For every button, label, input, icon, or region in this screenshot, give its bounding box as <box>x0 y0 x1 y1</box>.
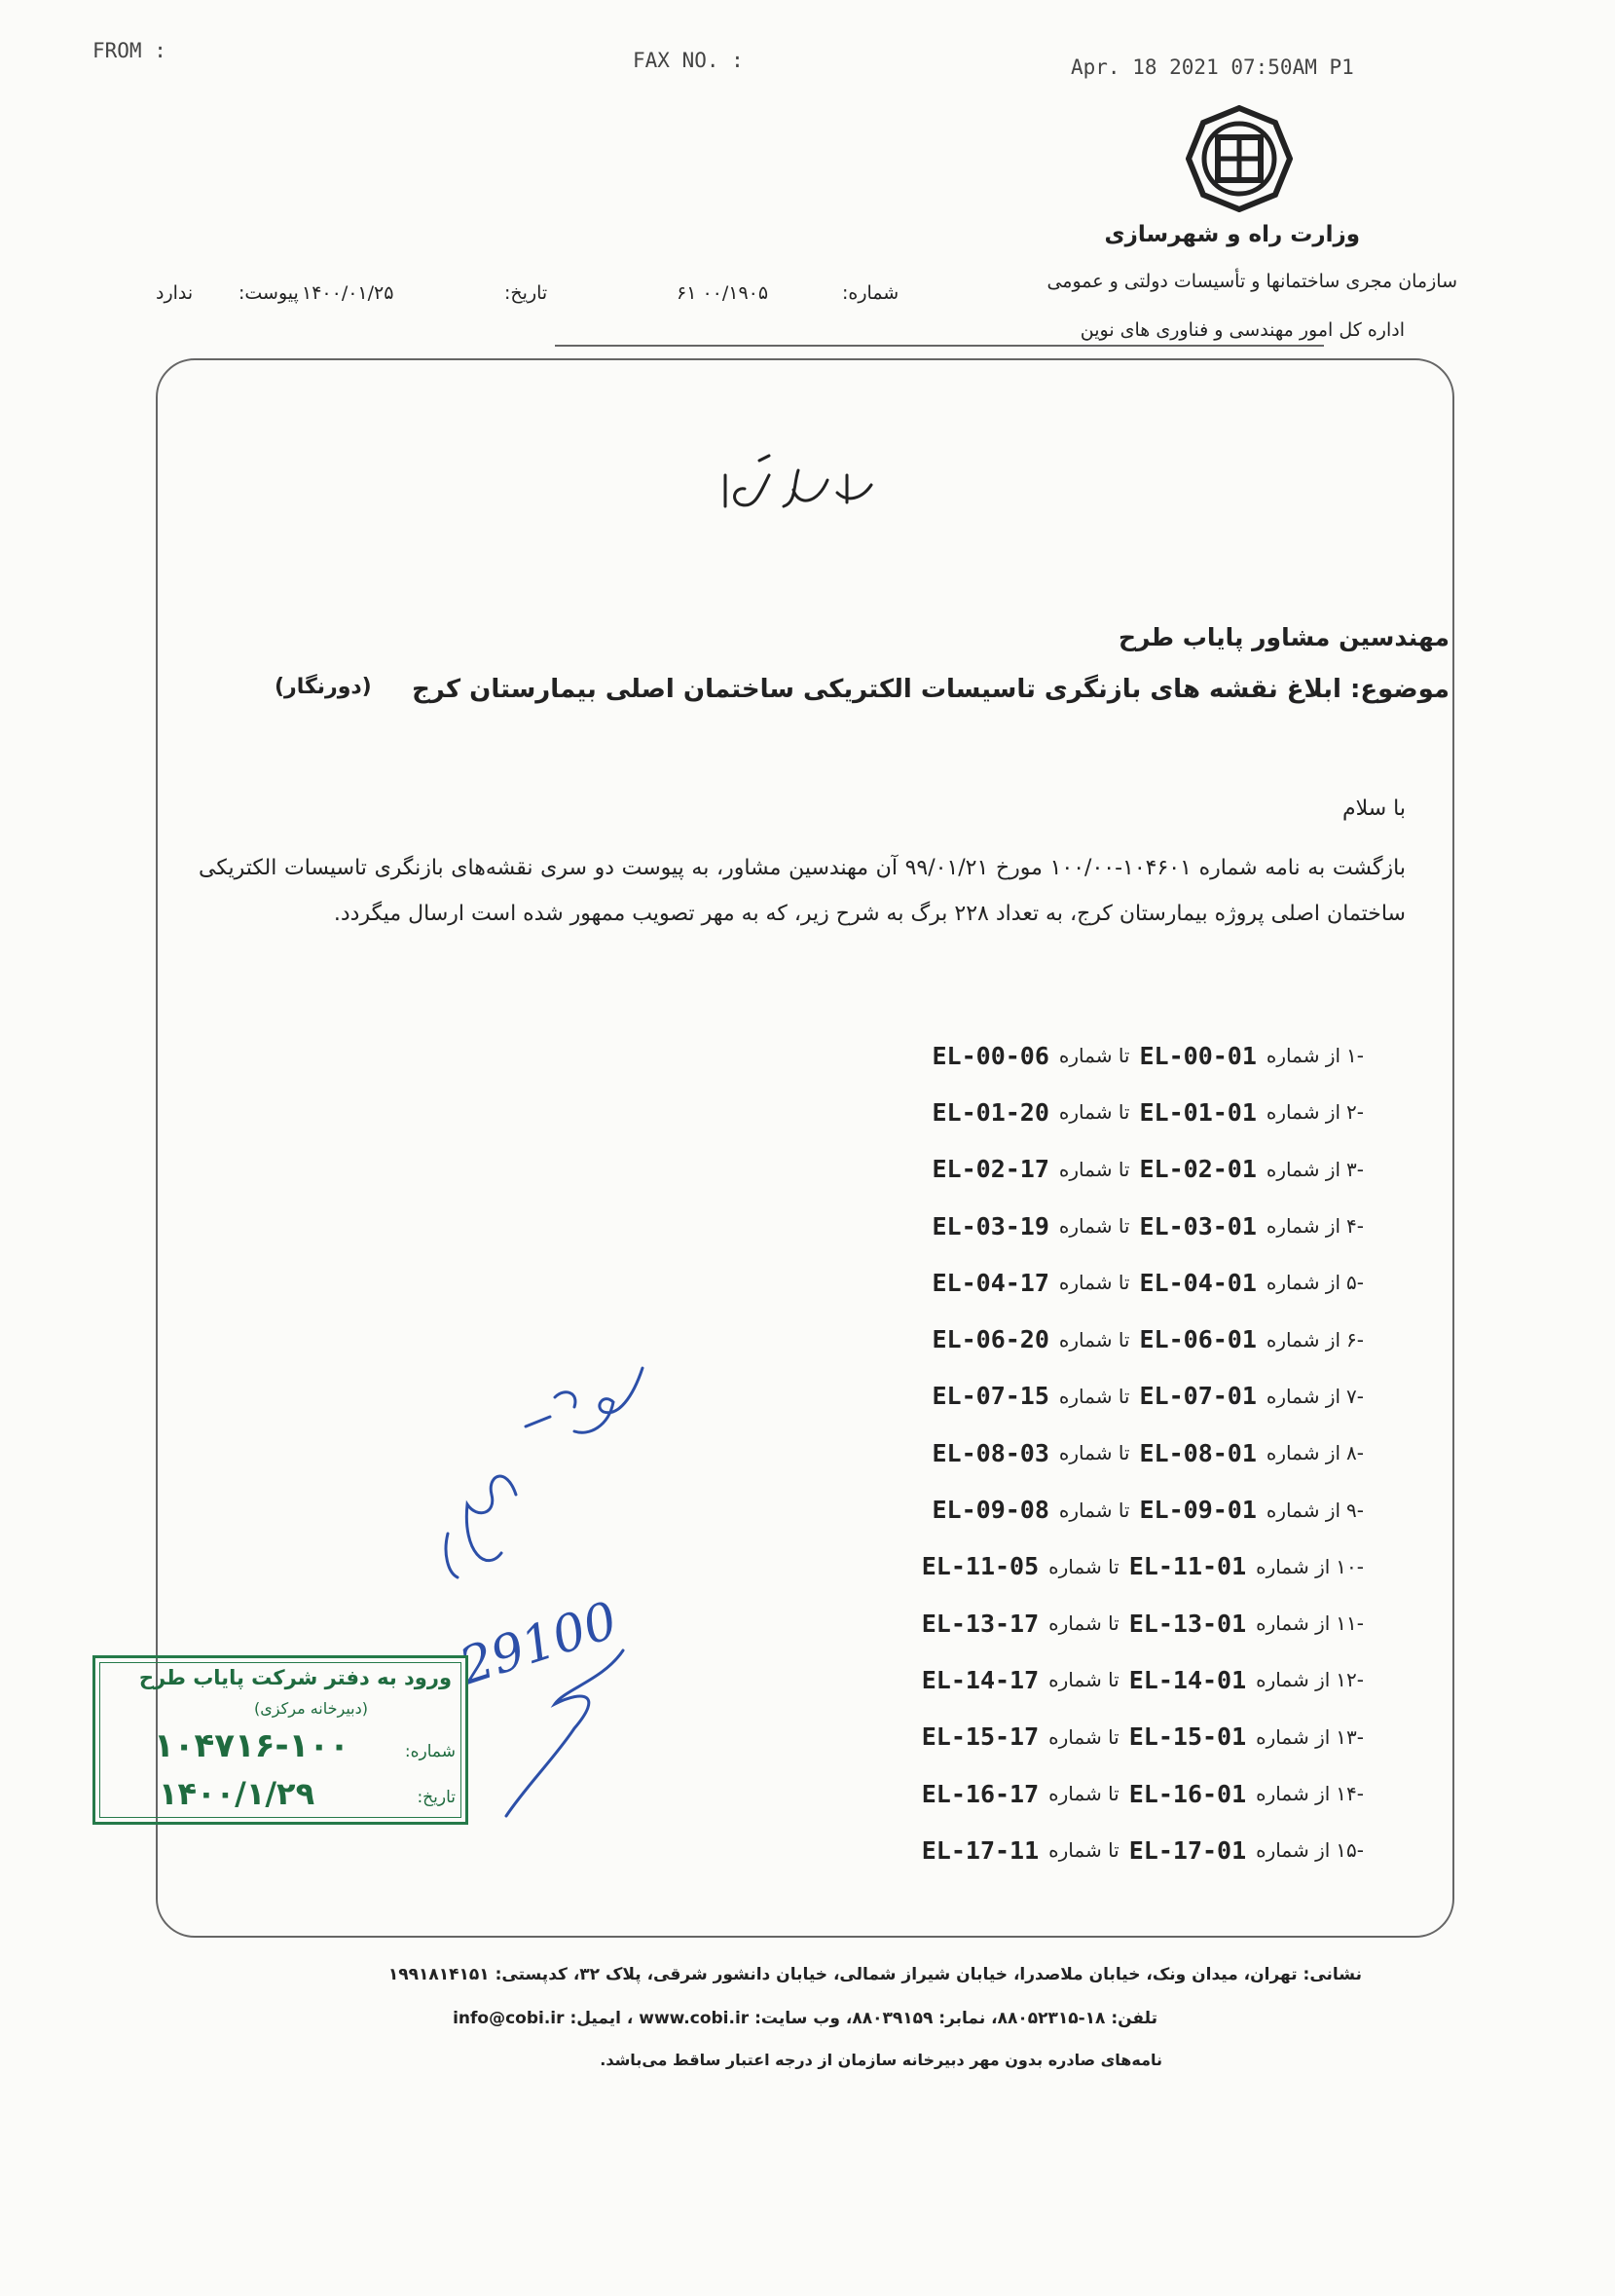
item-from-code: EL-16-01 <box>1128 1779 1247 1808</box>
item-to-label: تا شماره <box>1058 1384 1130 1408</box>
item-from-code: EL-14-01 <box>1128 1665 1247 1694</box>
item-from-code: EL-03-01 <box>1139 1211 1257 1241</box>
item-to-label: تا شماره <box>1048 1838 1119 1863</box>
header-divider <box>555 345 1324 347</box>
stamp-number: ۱۰۴۷۱۶-۱۰۰ <box>154 1726 349 1765</box>
item-to-label: تا شماره <box>1058 1327 1130 1352</box>
attachment-label: پیوست: <box>239 282 299 304</box>
item-from-code: EL-15-01 <box>1128 1722 1247 1752</box>
item-number: ۸- <box>1346 1441 1364 1465</box>
item-to-code: EL-02-17 <box>932 1155 1049 1184</box>
ministry-name: وزارت راه و شهرسازی <box>1104 222 1360 247</box>
item-number: ۷- <box>1346 1384 1364 1408</box>
fax-number-label: FAX NO. : <box>633 49 744 72</box>
item-to-label: تا شماره <box>1058 1214 1130 1239</box>
footer-contact: تلفن: ۱۸-۸۸۰۵۲۳۱۵، نمابر: ۸۸۰۳۹۱۵۹، وب سایت: www.cobi.ir ، ایمیل: info@cobi.ir <box>453 2009 1157 2028</box>
drawing-list-item <box>721 1481 1364 1537</box>
drawing-list-item <box>721 1254 1364 1311</box>
item-to-code: EL-14-17 <box>921 1665 1040 1694</box>
drawing-list-item <box>721 1822 1364 1878</box>
item-to-code: EL-13-17 <box>921 1609 1040 1638</box>
item-number: ۴- <box>1346 1214 1364 1239</box>
item-from-label: از شماره <box>1256 1611 1331 1636</box>
item-from-label: از شماره <box>1266 1327 1341 1352</box>
item-to-label: تا شماره <box>1058 1271 1130 1295</box>
ministry-logo-icon <box>1186 105 1293 212</box>
item-to-label: تا شماره <box>1048 1724 1119 1749</box>
item-from-label: از شماره <box>1266 1100 1341 1125</box>
drawing-list-item <box>721 1368 1364 1425</box>
item-from-label: از شماره <box>1256 1554 1331 1578</box>
item-from-label: از شماره <box>1266 1044 1341 1068</box>
subject-note: (دورنگار) <box>275 675 372 699</box>
item-from-code: EL-11-01 <box>1128 1552 1247 1581</box>
item-number: ۵- <box>1346 1271 1364 1295</box>
item-from-code: EL-01-01 <box>1139 1097 1257 1127</box>
item-number: ۱۱- <box>1336 1611 1364 1636</box>
stamp-date: ۱۴۰۰/۱/۲۹ <box>159 1775 315 1812</box>
stamp-subtitle: (دبیرخانه مرکزی) <box>254 1699 368 1718</box>
attachment-value: ندارد <box>156 282 194 304</box>
item-number: ۱۵- <box>1336 1838 1364 1863</box>
item-number: ۱۳- <box>1336 1724 1364 1749</box>
item-number: ۱۲- <box>1336 1668 1364 1692</box>
drawing-list-item <box>721 1198 1364 1254</box>
item-number: ۶- <box>1346 1327 1364 1352</box>
organization-name: سازمان مجری ساختمانها و تأسیسات دولتی و عمومی <box>1046 271 1457 292</box>
item-to-label: تا شماره <box>1048 1782 1119 1805</box>
drawing-list-item <box>721 1595 1364 1651</box>
item-from-label: از شماره <box>1266 1498 1341 1522</box>
handwritten-number: 29100 <box>453 1591 625 1697</box>
letter-number-label: شماره: <box>842 282 899 304</box>
item-from-label: از شماره <box>1266 1214 1341 1239</box>
item-to-label: تا شماره <box>1048 1611 1119 1636</box>
letter-body: بازگشت به نامه شماره ۱۰۴۶۰۱-۱۰۰/۰۰ مورخ ۹۹/۰۱/۲۱ آن مهندسین مشاور، به پیوست دو سری نقشه‌های بازنگری تاسیسات الکتریکی ساختمان اصلی پروژه بیمارستان کرج، به تعداد ۲۲۸ برگ به شرح زیر، که به مهر تصویب ممهور شده است ارسال میگردد. <box>199 856 1406 926</box>
footer-address: نشانی: تهران، میدان ونک، خیابان ملاصدرا، خیابان شیراز شمالی، خیابان دانشور شرقی، پلاک ۳۲، کدپستی: ۱۹۹۱۸۱۴۱۵۱ <box>387 1965 1362 1984</box>
item-from-code: EL-09-01 <box>1139 1496 1257 1525</box>
drawing-list-item <box>721 1538 1364 1595</box>
drawing-list-item <box>721 1651 1364 1708</box>
greeting: با سلام <box>1341 796 1406 821</box>
item-to-code: EL-07-15 <box>932 1382 1049 1411</box>
item-to-code: EL-03-19 <box>932 1211 1049 1241</box>
drawing-list-item <box>721 1311 1364 1367</box>
stamp-number-label: شماره: <box>404 1742 456 1761</box>
letter-date: ۱۴۰۰/۰۱/۲۵ <box>302 282 394 304</box>
drawing-list-item <box>721 1027 1364 1084</box>
item-from-label: از شماره <box>1256 1724 1331 1749</box>
subject-line: موضوع: ابلاغ نقشه های بازنگری تاسیسات الکتریکی ساختمان اصلی بیمارستان کرج <box>412 675 1450 704</box>
item-to-code: EL-04-17 <box>932 1268 1049 1297</box>
item-from-code: EL-08-01 <box>1139 1438 1257 1467</box>
item-to-code: EL-16-17 <box>921 1779 1040 1808</box>
item-from-code: EL-02-01 <box>1139 1155 1257 1184</box>
item-from-code: EL-13-01 <box>1128 1609 1247 1638</box>
item-from-label: از شماره <box>1266 1384 1341 1408</box>
basmala-calligraphy <box>701 446 896 529</box>
drawing-list-item <box>721 1709 1364 1765</box>
item-number: ۲- <box>1346 1100 1364 1125</box>
item-to-label: تا شماره <box>1048 1668 1119 1692</box>
item-to-code: EL-08-03 <box>932 1438 1049 1467</box>
stamp-date-label: تاریخ: <box>417 1788 456 1807</box>
receipt-stamp <box>92 1655 468 1825</box>
item-number: ۳- <box>1346 1157 1364 1181</box>
fax-from-label: FROM : <box>92 39 166 62</box>
item-from-code: EL-17-01 <box>1128 1835 1247 1865</box>
drawing-list-item <box>721 1141 1364 1198</box>
recipient: مهندسین مشاور پایاب طرح <box>1118 623 1450 651</box>
item-from-code: EL-07-01 <box>1139 1382 1257 1411</box>
item-from-label: از شماره <box>1266 1271 1341 1295</box>
drawing-list-item <box>721 1765 1364 1822</box>
item-number: ۱۰- <box>1336 1554 1364 1578</box>
letter-date-label: تاریخ: <box>504 282 548 304</box>
item-to-label: تا شماره <box>1048 1554 1119 1578</box>
item-to-label: تا شماره <box>1058 1498 1130 1522</box>
item-number: ۹- <box>1346 1498 1364 1522</box>
item-from-label: از شماره <box>1256 1668 1331 1692</box>
item-from-label: از شماره <box>1256 1838 1331 1863</box>
item-to-code: EL-00-06 <box>932 1041 1049 1070</box>
item-number: ۱۴- <box>1336 1782 1364 1805</box>
item-from-label: از شماره <box>1266 1441 1341 1465</box>
item-to-code: EL-01-20 <box>932 1097 1049 1127</box>
item-to-code: EL-17-11 <box>921 1835 1040 1865</box>
stamp-title: ورود به دفتر شرکت پایاب طرح <box>138 1666 452 1689</box>
department-name: اداره کل امور مهندسی و فناوری های نوین <box>1080 319 1405 341</box>
item-to-code: EL-06-20 <box>932 1325 1049 1354</box>
fax-date-page: Apr. 18 2021 07:50AM P1 <box>1071 56 1354 79</box>
drawing-list-item <box>721 1425 1364 1481</box>
item-from-code: EL-06-01 <box>1139 1325 1257 1354</box>
item-from-code: EL-00-01 <box>1139 1041 1257 1070</box>
item-from-label: از شماره <box>1256 1782 1331 1805</box>
item-from-label: از شماره <box>1266 1157 1341 1181</box>
item-to-label: تا شماره <box>1058 1044 1130 1068</box>
item-to-label: تا شماره <box>1058 1100 1130 1125</box>
drawing-list <box>721 1027 1364 1878</box>
item-to-label: تا شماره <box>1058 1441 1130 1465</box>
item-to-code: EL-09-08 <box>932 1496 1049 1525</box>
item-number: ۱- <box>1346 1044 1364 1068</box>
item-to-code: EL-11-05 <box>921 1552 1040 1581</box>
item-to-label: تا شماره <box>1058 1157 1130 1181</box>
letter-number: ۶۱ ۰۰/۱۹۰۵ <box>677 282 769 304</box>
item-to-code: EL-15-17 <box>921 1722 1040 1752</box>
footer-note: نامه‌های صادره بدون مهر دبیرخانه سازمان از درجه اعتبار ساقط می‌باشد. <box>600 2051 1162 2069</box>
drawing-list-item <box>721 1084 1364 1140</box>
item-from-code: EL-04-01 <box>1139 1268 1257 1297</box>
